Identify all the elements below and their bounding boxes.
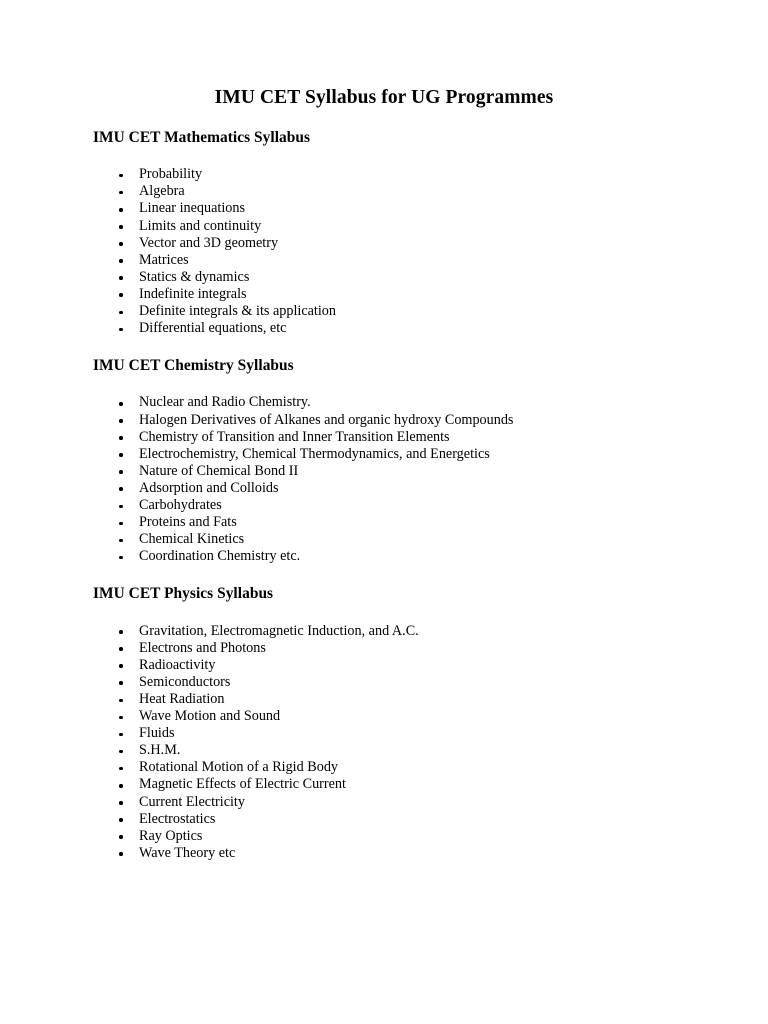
list-item bbox=[93, 742, 693, 759]
list-item-label: Electrostatics bbox=[139, 810, 216, 827]
list-item-label: Vector and 3D geometry bbox=[139, 234, 279, 251]
list-item bbox=[93, 320, 693, 337]
bullet-dot-icon bbox=[119, 311, 123, 315]
bullet-dot-icon bbox=[119, 699, 123, 703]
list-item bbox=[93, 446, 693, 463]
bullet-dot-icon bbox=[119, 664, 123, 668]
list-item-label: Magnetic Effects of Electric Current bbox=[139, 776, 346, 793]
section-heading-mathematics: IMU CET Mathematics Syllabus bbox=[93, 129, 311, 146]
list-item bbox=[93, 303, 693, 320]
list-item-label: Nuclear and Radio Chemistry. bbox=[139, 394, 311, 411]
bullet-dot-icon bbox=[119, 505, 123, 509]
bullet-dot-icon bbox=[119, 767, 123, 771]
list-item-label: Coordination Chemistry etc. bbox=[139, 548, 301, 565]
bullet-dot-icon bbox=[119, 647, 123, 651]
list-item-label: Linear inequations bbox=[139, 200, 245, 217]
list-item-label: Indefinite integrals bbox=[139, 285, 247, 302]
list-item bbox=[93, 725, 693, 742]
list-item-label: Proteins and Fats bbox=[139, 514, 237, 531]
list-item-label: Rotational Motion of a Rigid Body bbox=[139, 759, 339, 776]
bullet-dot-icon bbox=[119, 630, 123, 634]
list-item bbox=[93, 429, 693, 446]
list-item bbox=[93, 183, 693, 200]
list-item-label: Chemical Kinetics bbox=[139, 531, 245, 548]
bullet-dot-icon bbox=[119, 716, 123, 720]
bullet-dot-icon bbox=[119, 328, 123, 332]
list-item bbox=[93, 776, 693, 793]
list-item bbox=[93, 480, 693, 497]
bullet-dot-icon bbox=[119, 681, 123, 685]
list-item bbox=[93, 252, 693, 269]
list-item-label: Definite integrals & its application bbox=[139, 303, 336, 319]
bullet-dot-icon bbox=[119, 818, 123, 822]
bullet-dot-icon bbox=[119, 276, 123, 280]
bullet-dot-icon bbox=[119, 225, 123, 229]
list-item bbox=[93, 218, 693, 235]
list-item-label: Wave Motion and Sound bbox=[139, 708, 281, 725]
list-item-label: Current Electricity bbox=[139, 793, 245, 810]
list-item bbox=[93, 463, 693, 480]
list-item-label: Wave Theory etc bbox=[139, 844, 236, 861]
list-item-label: Electrons and Photons bbox=[139, 639, 266, 656]
list-item-label: Gravitation, Electromagnetic Induction, and A.C. bbox=[139, 622, 419, 639]
list-item-label: Chemistry of Transition and Inner Transition Elements bbox=[139, 428, 450, 445]
list-item bbox=[93, 531, 693, 548]
list-item bbox=[93, 166, 693, 183]
list-item-label: Matrices bbox=[139, 251, 189, 268]
list-item bbox=[93, 412, 693, 429]
list-item bbox=[93, 828, 693, 845]
page-title: IMU CET Syllabus for UG Programmes bbox=[214, 87, 554, 108]
list-item-label: Ray Optics bbox=[139, 827, 203, 844]
list-item bbox=[93, 845, 693, 862]
list-item-label: Nature of Chemical Bond II bbox=[139, 462, 299, 479]
list-item bbox=[93, 497, 693, 514]
list-item bbox=[93, 674, 693, 691]
list-item bbox=[93, 759, 693, 776]
list-item-label: Differential equations, etc bbox=[139, 320, 287, 337]
list-item-label: Probability bbox=[139, 166, 203, 183]
list-item-label: Fluids bbox=[139, 725, 175, 742]
list-item bbox=[93, 394, 693, 411]
list-item bbox=[93, 811, 693, 828]
bullet-dot-icon bbox=[119, 487, 123, 491]
list-item-label: Adsorption and Colloids bbox=[139, 479, 279, 496]
list-item-label: Statics & dynamics bbox=[139, 268, 250, 285]
bullet-dot-icon bbox=[119, 208, 123, 212]
list-item bbox=[93, 708, 693, 725]
list-item-label: Radioactivity bbox=[139, 656, 216, 673]
bullet-dot-icon bbox=[119, 191, 123, 195]
list-item bbox=[93, 514, 693, 531]
section-heading-physics: IMU CET Physics Syllabus bbox=[93, 585, 274, 603]
list-item bbox=[93, 286, 693, 303]
list-item bbox=[93, 657, 693, 674]
list-item-label: S.H.M. bbox=[139, 742, 181, 759]
list-item bbox=[93, 691, 693, 708]
bullet-dot-icon bbox=[119, 174, 123, 178]
list-item bbox=[93, 640, 693, 657]
list-item-label: Semiconductors bbox=[139, 673, 231, 690]
list-item bbox=[93, 548, 693, 565]
list-item bbox=[93, 269, 693, 286]
bullet-dot-icon bbox=[119, 402, 123, 406]
list-item-label: Limits and continuity bbox=[139, 217, 262, 234]
bullet-dot-icon bbox=[119, 242, 123, 246]
bullet-dot-icon bbox=[119, 419, 123, 423]
bullet-dot-icon bbox=[119, 522, 123, 526]
section-heading-chemistry: IMU CET Chemistry Syllabus bbox=[93, 357, 294, 375]
bullet-dot-icon bbox=[119, 453, 123, 457]
bullet-dot-icon bbox=[119, 556, 123, 560]
list-item-label: Electrochemistry, Chemical Thermodynamics, and Energetics bbox=[139, 445, 490, 462]
bullet-dot-icon bbox=[119, 470, 123, 474]
document-body bbox=[93, 128, 693, 862]
bullet-dot-icon bbox=[119, 293, 123, 297]
list-item bbox=[93, 200, 693, 217]
section-mathematics bbox=[93, 128, 693, 337]
list-item bbox=[93, 623, 693, 640]
bullet-dot-icon bbox=[119, 750, 123, 754]
list-item-label: Carbohydrates bbox=[139, 497, 222, 513]
list-item-label: Algebra bbox=[139, 183, 185, 200]
list-item bbox=[93, 794, 693, 811]
syllabus-list-mathematics bbox=[93, 147, 693, 337]
list-item-label: Heat Radiation bbox=[139, 691, 225, 707]
list-item-label: Halogen Derivatives of Alkanes and organic hydroxy Compounds bbox=[139, 411, 514, 428]
bullet-dot-icon bbox=[119, 436, 123, 440]
section-chemistry bbox=[93, 356, 693, 565]
bullet-dot-icon bbox=[119, 733, 123, 737]
bullet-dot-icon bbox=[119, 801, 123, 805]
syllabus-list-chemistry bbox=[93, 375, 693, 565]
bullet-dot-icon bbox=[119, 784, 123, 788]
bullet-dot-icon bbox=[119, 539, 123, 543]
bullet-dot-icon bbox=[119, 835, 123, 839]
list-item bbox=[93, 235, 693, 252]
section-physics bbox=[93, 584, 693, 862]
bullet-dot-icon bbox=[119, 852, 123, 856]
syllabus-list-physics bbox=[93, 604, 693, 862]
bullet-dot-icon bbox=[119, 259, 123, 263]
